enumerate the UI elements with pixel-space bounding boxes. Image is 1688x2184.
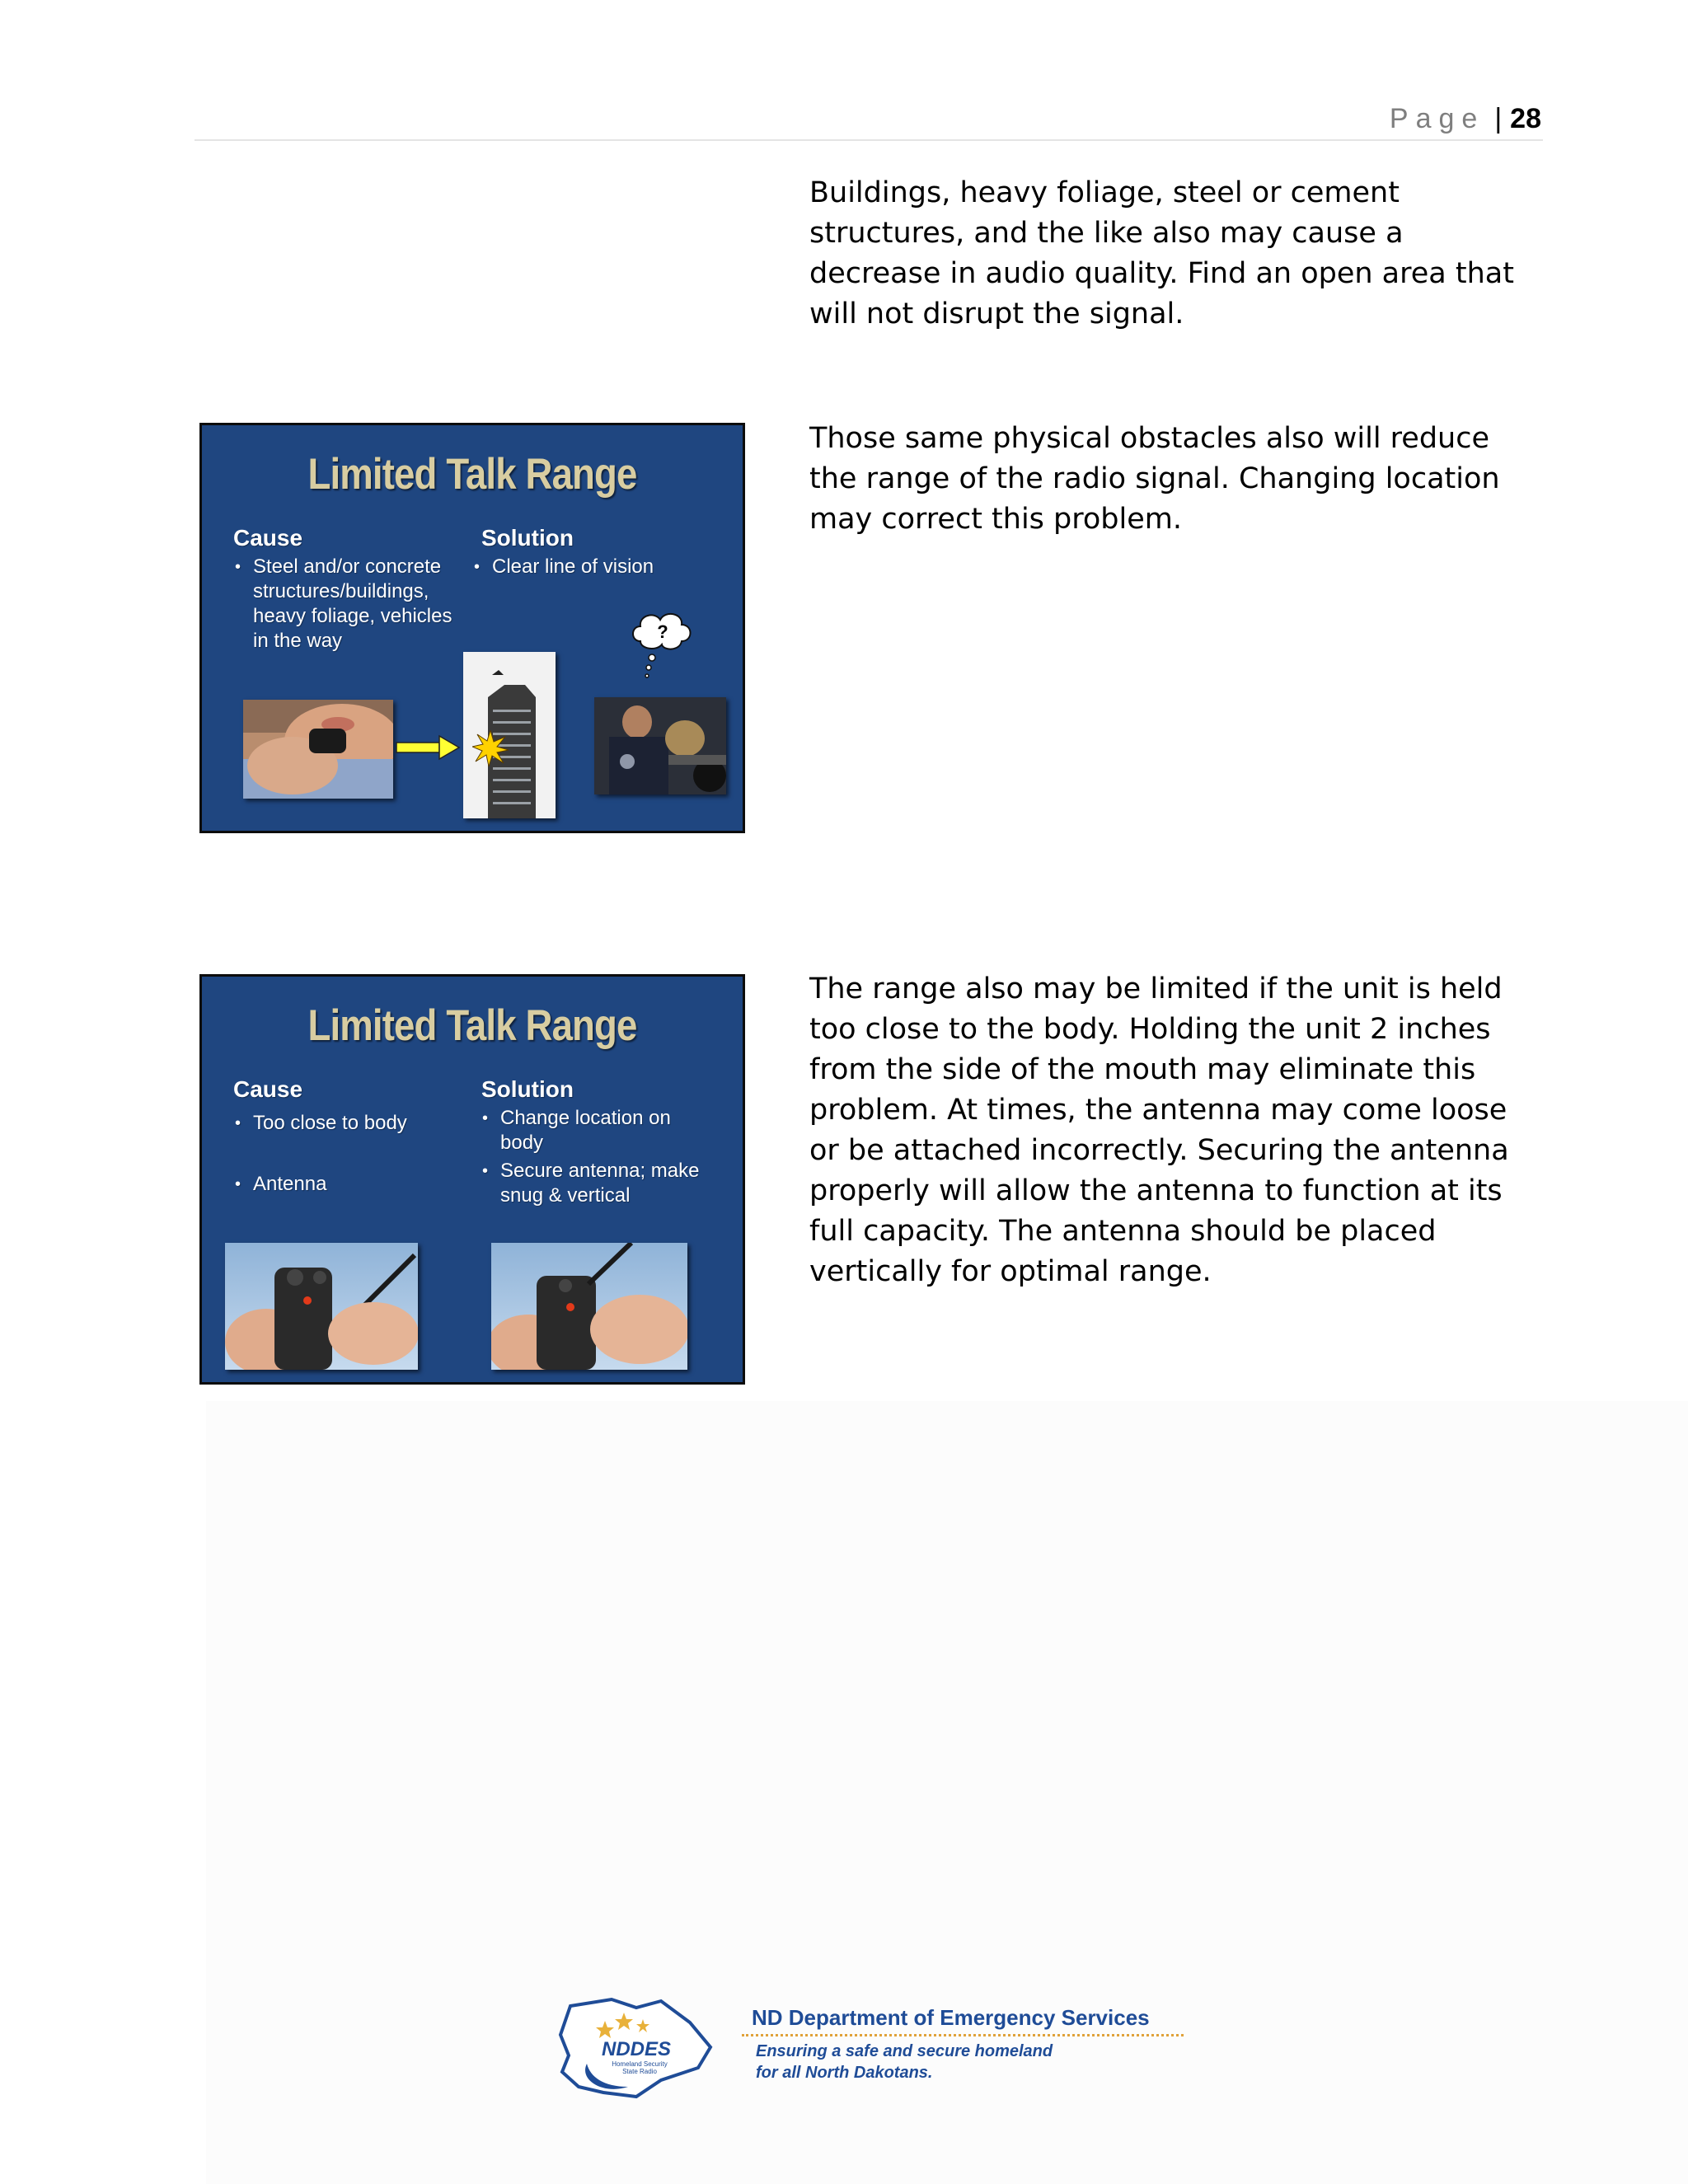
solution-item: • Secure antenna; make snug & vertical [481,1159,703,1208]
cause-heading: Cause [233,525,303,551]
paragraph-obstacles-range: Those same physical obstacles also will reduce the range of the radio signal. Changing location may correct this problem. [809,422,1500,536]
page-label: Page [1389,103,1485,134]
solution-item: • Clear line of vision [472,555,720,579]
slide-title: Limited Talk Range [307,1001,637,1050]
paragraph-audio-quality: Buildings, heavy foliage, steel or cement structures, and the like also may cause a decrease in audio quality. Find an open area that will not disrupt the signal. [809,176,1514,330]
solution-list [472,555,720,579]
radio-antenna-photo [491,1243,687,1370]
footer-tagline-line1: Ensuring a safe and secure homeland [756,2042,1053,2060]
officer-radio-photo [243,700,393,799]
paragraph-antenna: The range also may be limited if the unit is held too close to the body. Holding the unit 2 inches from the side of the mouth may eliminate this problem. At times, the antenna may come loose or be attached incorrectly. Securing the antenna properly will allow the antenna to function at its full capacity. The antenna should be placed vertically for optimal range. [809,972,1509,1288]
cause-list [233,1111,456,1197]
thought-bubble-icon [629,608,695,681]
logo-text: NDDES [601,2038,672,2060]
arrow-right-icon [395,733,461,762]
footer-tagline [756,2041,1053,2083]
thought-bubble-text: ? [657,621,668,642]
nddes-logo [554,1990,719,2105]
page-header [1390,101,1541,137]
slide-limited-talk-range-2 [199,974,745,1385]
cause-item: • Steel and/or concrete structures/buildings, heavy foliage, vehicles in the way [233,555,464,654]
page-separator: | [1494,103,1503,134]
officer-motorcycle-photo [594,697,726,794]
svg-text:State Radio: State Radio [622,2068,657,2075]
solution-heading: Solution [481,525,574,551]
cause-item: • Too close to body [233,1111,456,1136]
page-number: 28 [1510,103,1541,134]
solution-list [481,1106,703,1208]
signal-block-starburst-icon [472,730,509,766]
footer-tagline-line2: for all North Dakotans. [756,2064,933,2082]
cause-heading: Cause [233,1076,303,1102]
radio-hands-photo [225,1243,418,1370]
slide-limited-talk-range-1 [199,423,745,833]
svg-text:Homeland Security: Homeland Security [612,2060,668,2068]
cause-list [233,555,464,654]
solution-heading: Solution [481,1076,574,1102]
header-divider [195,139,1543,141]
solution-item: • Change location on body [481,1106,703,1155]
cause-item: • Antenna [233,1172,456,1197]
slide-title: Limited Talk Range [307,450,637,499]
footer-org-name: ND Department of Emergency Services [752,2005,1150,2030]
footer-dotted-divider [742,2034,1184,2036]
